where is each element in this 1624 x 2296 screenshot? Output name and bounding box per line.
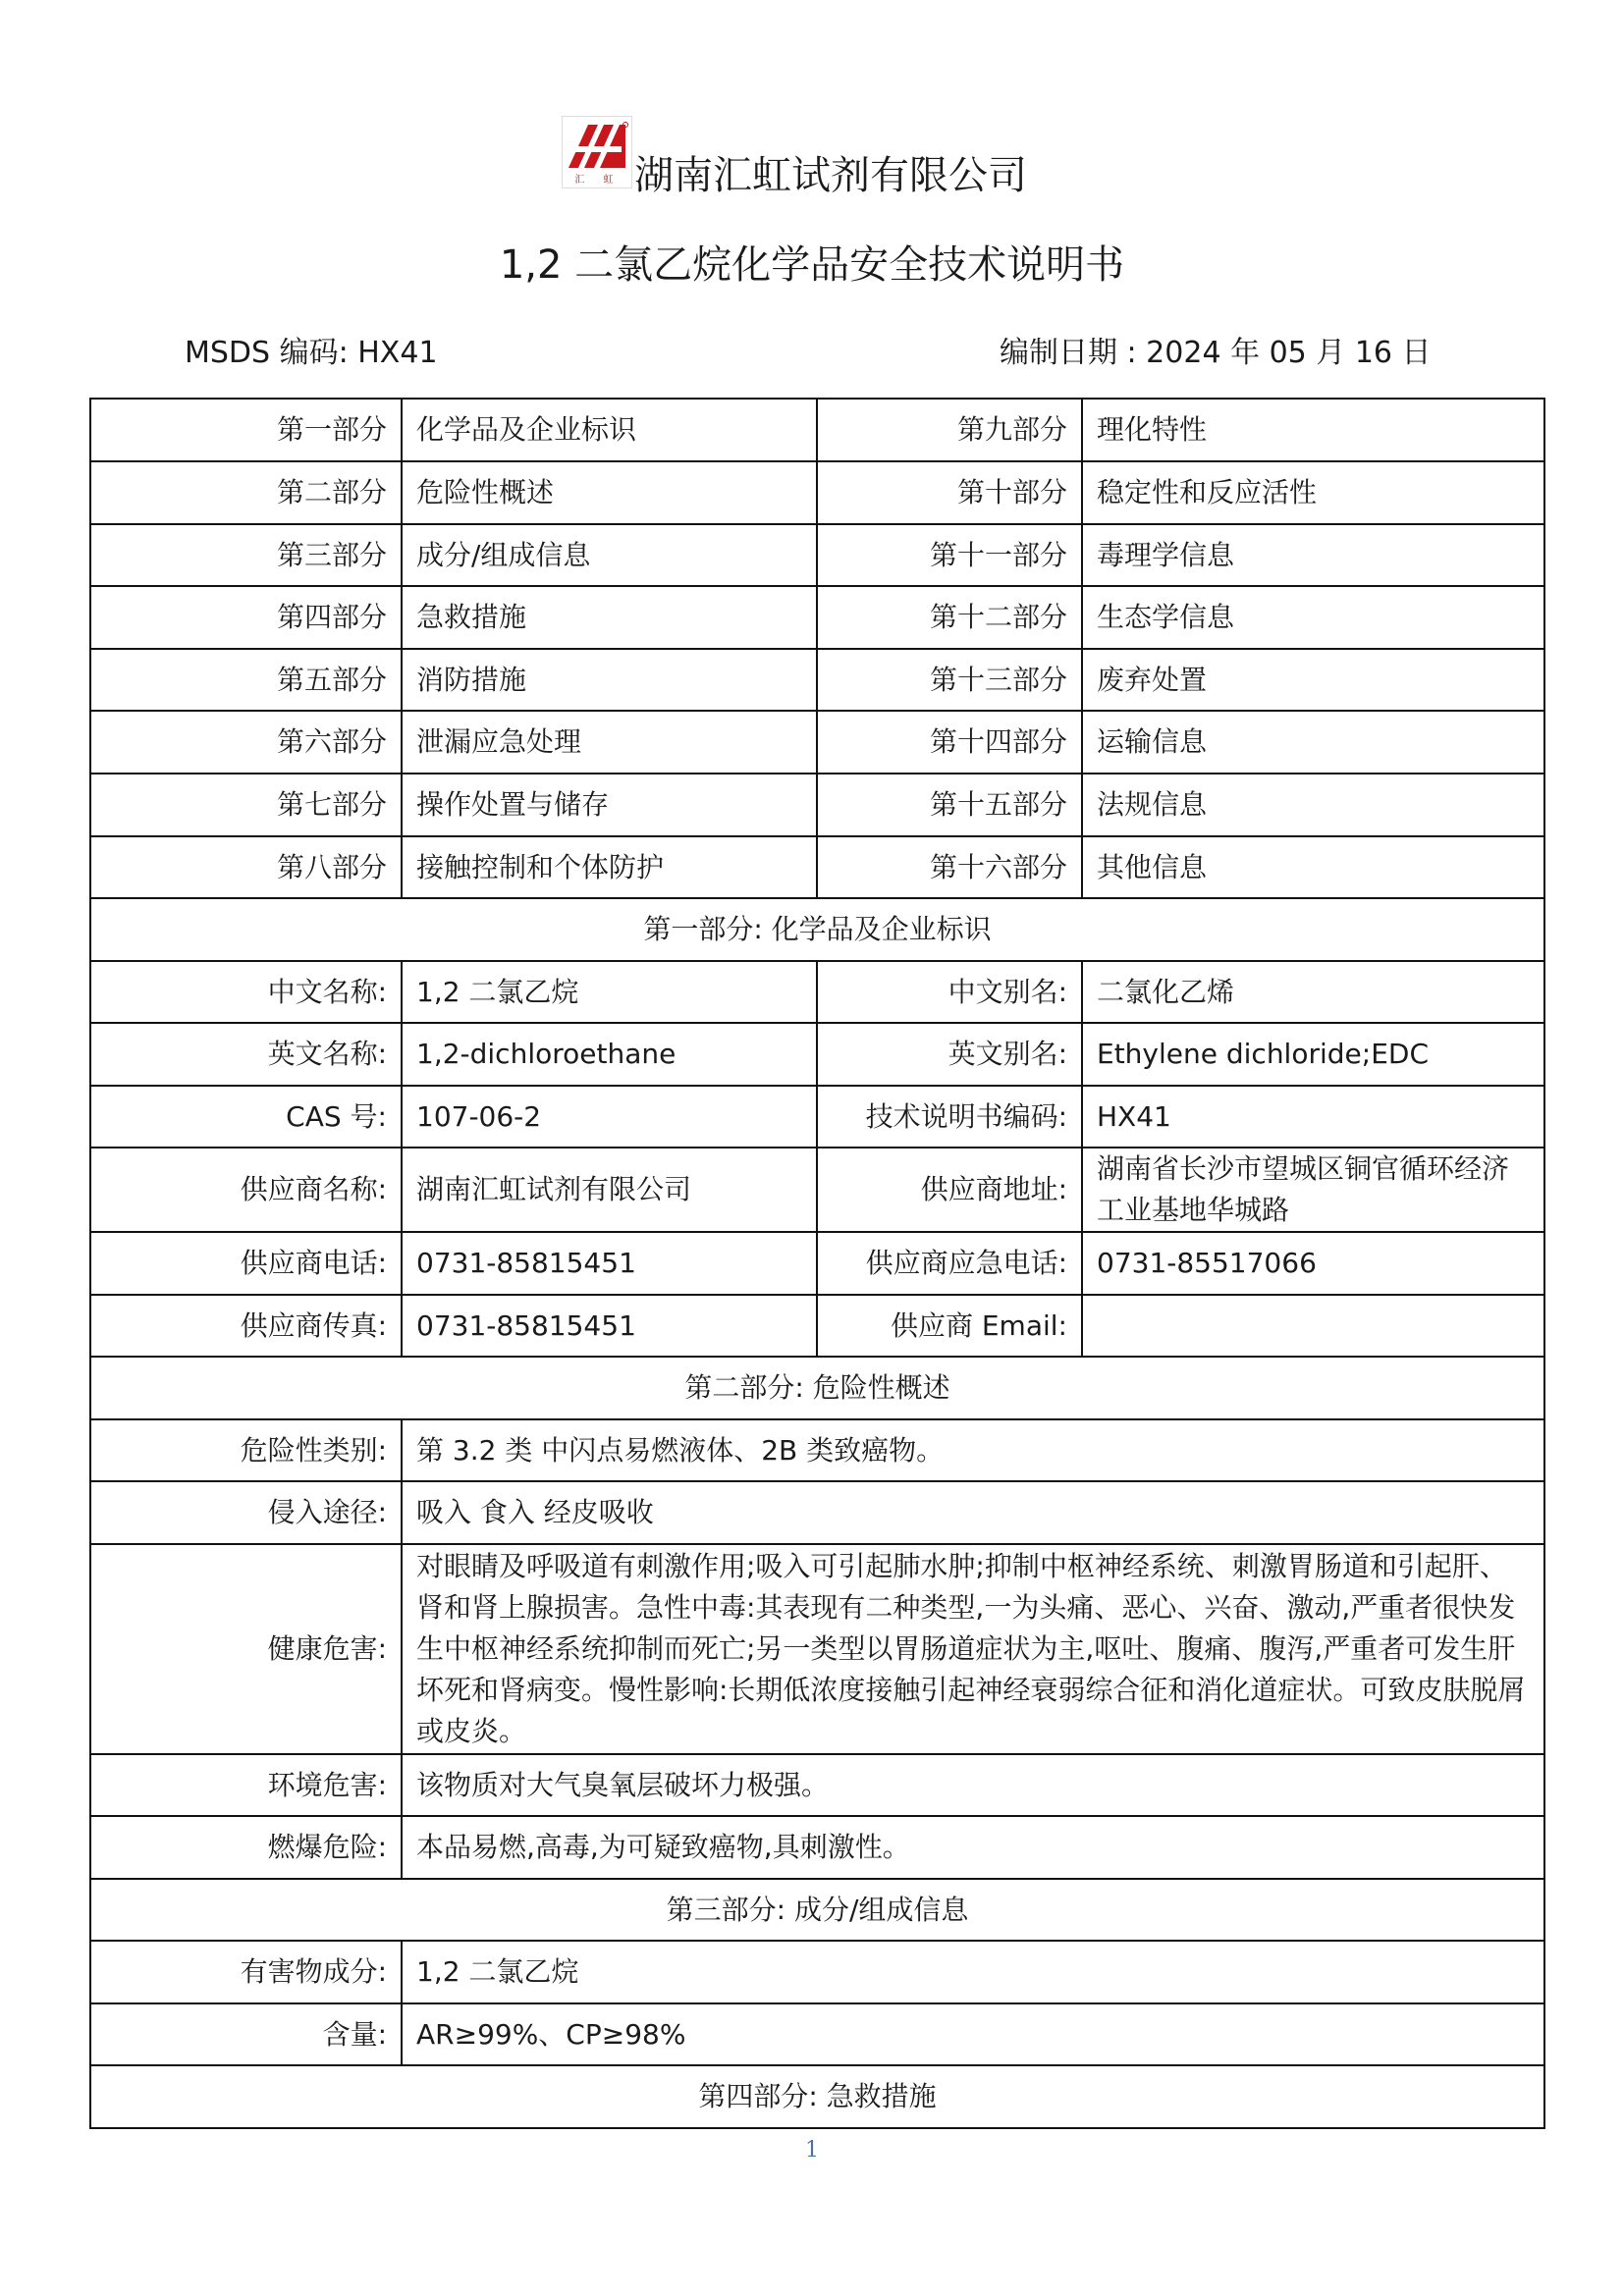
info-row [90, 1086, 1544, 1148]
field-label: 技术说明书编码: [817, 1086, 1082, 1148]
section3-heading: 第三部分: 成分/组成信息 [90, 1879, 1544, 1941]
field-value: AR≥99%、CP≥98% [402, 2003, 1544, 2065]
toc-right-label: 第十部分 [817, 461, 1082, 524]
toc-left-value: 化学品及企业标识 [402, 399, 817, 461]
field-label: 燃爆危险: [90, 1816, 402, 1879]
field-label: 英文名称: [90, 1023, 402, 1086]
toc-left-value: 消防措施 [402, 649, 817, 711]
field-label: 含量: [90, 2003, 402, 2065]
field-value: 0731-85517066 [1082, 1232, 1544, 1295]
msds-code: MSDS 编码: HX41 [185, 336, 438, 370]
info-row [90, 2003, 1544, 2065]
toc-right-label: 第十三部分 [817, 649, 1082, 711]
supplier-address: 湖南省长沙市望城区铜官循环经济工业基地华城路 [1082, 1148, 1544, 1232]
field-label: CAS 号: [90, 1086, 402, 1148]
section4-heading: 第四部分: 急救措施 [90, 2065, 1544, 2128]
field-value: 本品易燃,高毒,为可疑致癌物,具刺激性。 [402, 1816, 1544, 1879]
company-name: 湖南汇虹试剂有限公司 [634, 153, 1027, 198]
field-label: 供应商应急电话: [817, 1232, 1082, 1295]
toc-right-value: 运输信息 [1082, 711, 1544, 774]
field-label: 供应商名称: [90, 1148, 402, 1232]
toc-right-value: 其他信息 [1082, 836, 1544, 898]
toc-right-value: 毒理学信息 [1082, 524, 1544, 586]
section-heading-row [90, 1357, 1544, 1419]
toc-row [90, 399, 1544, 461]
field-label: 健康危害: [90, 1544, 402, 1754]
field-value: 0731-85815451 [402, 1232, 817, 1295]
info-row [90, 961, 1544, 1023]
info-row [90, 1481, 1544, 1544]
field-value: 湖南汇虹试剂有限公司 [402, 1148, 817, 1232]
toc-row [90, 649, 1544, 711]
toc-left-value: 急救措施 [402, 586, 817, 649]
field-label: 供应商地址: [817, 1148, 1082, 1232]
toc-left-label: 第六部分 [90, 711, 402, 774]
toc-right-value: 废弃处置 [1082, 649, 1544, 711]
toc-right-value: 生态学信息 [1082, 586, 1544, 649]
field-label: 环境危害: [90, 1754, 402, 1816]
info-row [90, 1023, 1544, 1086]
toc-left-value: 泄漏应急处理 [402, 711, 817, 774]
field-label: 供应商电话: [90, 1232, 402, 1295]
compile-date: 编制日期 : 2024 年 05 月 16 日 [1000, 336, 1432, 370]
field-value [1082, 1295, 1544, 1357]
toc-right-label: 第十四部分 [817, 711, 1082, 774]
field-value: 二氯化乙烯 [1082, 961, 1544, 1023]
toc-right-label: 第十一部分 [817, 524, 1082, 586]
toc-left-label: 第一部分 [90, 399, 402, 461]
toc-right-label: 第九部分 [817, 399, 1082, 461]
toc-left-label: 第三部分 [90, 524, 402, 586]
field-value: 1,2 二氯乙烷 [402, 961, 817, 1023]
field-value: HX41 [1082, 1086, 1544, 1148]
field-label: 中文名称: [90, 961, 402, 1023]
field-label: 供应商 Email: [817, 1295, 1082, 1357]
msds-table [89, 398, 1545, 2129]
field-label: 侵入途径: [90, 1481, 402, 1544]
document-title: 1,2 二氯乙烷化学品安全技术说明书 [499, 242, 1125, 288]
toc-right-label: 第十二部分 [817, 586, 1082, 649]
toc-row [90, 461, 1544, 524]
toc-right-value: 理化特性 [1082, 399, 1544, 461]
company-logo [562, 116, 632, 188]
page-number: 1 [805, 2138, 819, 2163]
logo-caption: 汇 虹 [574, 175, 622, 186]
toc-left-value: 危险性概述 [402, 461, 817, 524]
section-heading-row [90, 898, 1544, 961]
section1-heading: 第一部分: 化学品及企业标识 [90, 898, 1544, 961]
toc-right-value: 稳定性和反应活性 [1082, 461, 1544, 524]
field-label: 危险性类别: [90, 1419, 402, 1481]
info-row [90, 1816, 1544, 1879]
field-label: 供应商传真: [90, 1295, 402, 1357]
field-value: 1,2-dichloroethane [402, 1023, 817, 1086]
field-value: 0731-85815451 [402, 1295, 817, 1357]
section2-heading: 第二部分: 危险性概述 [90, 1357, 1544, 1419]
field-label: 英文别名: [817, 1023, 1082, 1086]
field-value: Ethylene dichloride;EDC [1082, 1023, 1544, 1086]
toc-right-value: 法规信息 [1082, 774, 1544, 836]
field-value: 第 3.2 类 中闪点易燃液体、2B 类致癌物。 [402, 1419, 1544, 1481]
field-value: 吸入 食入 经皮吸收 [402, 1481, 1544, 1544]
info-row [90, 1148, 1544, 1232]
info-row [90, 1754, 1544, 1816]
toc-row [90, 586, 1544, 649]
toc-right-label: 第十五部分 [817, 774, 1082, 836]
toc-row [90, 836, 1544, 898]
toc-left-value: 接触控制和个体防护 [402, 836, 817, 898]
section-heading-row [90, 2065, 1544, 2128]
toc-left-label: 第七部分 [90, 774, 402, 836]
toc-left-value: 成分/组成信息 [402, 524, 817, 586]
health-hazard-text: 对眼睛及呼吸道有刺激作用;吸入可引起肺水肿;抑制中枢神经系统、刺激胃肠道和引起肝、肾和肾上腺损害。急性中毒:其表现有二种类型,一为头痛、恶心、兴奋、激动,严重者很快发生中枢神经系统抑制而死亡;另一类型以胃肠道症状为主,呕吐、腹痛、腹泻,严重者可发生肝坏死和肾病变。慢性影响:长期低浓度接触引起神经衰弱综合征和消化道症状。可致皮肤脱屑或皮炎。 [402, 1544, 1544, 1754]
field-value: 107-06-2 [402, 1086, 817, 1148]
logo-mark-icon [563, 117, 631, 174]
toc-right-label: 第十六部分 [817, 836, 1082, 898]
toc-row [90, 524, 1544, 586]
toc-left-label: 第八部分 [90, 836, 402, 898]
info-row [90, 1941, 1544, 2003]
info-row [90, 1295, 1544, 1357]
info-row [90, 1544, 1544, 1754]
field-value: 1,2 二氯乙烷 [402, 1941, 1544, 2003]
field-label: 有害物成分: [90, 1941, 402, 2003]
toc-left-label: 第二部分 [90, 461, 402, 524]
info-row [90, 1419, 1544, 1481]
document-header [0, 116, 1624, 204]
field-value: 该物质对大气臭氧层破坏力极强。 [402, 1754, 1544, 1816]
toc-left-label: 第五部分 [90, 649, 402, 711]
toc-left-value: 操作处置与储存 [402, 774, 817, 836]
section-heading-row [90, 1879, 1544, 1941]
toc-row [90, 711, 1544, 774]
toc-left-label: 第四部分 [90, 586, 402, 649]
info-row [90, 1232, 1544, 1295]
field-label: 中文别名: [817, 961, 1082, 1023]
toc-row [90, 774, 1544, 836]
